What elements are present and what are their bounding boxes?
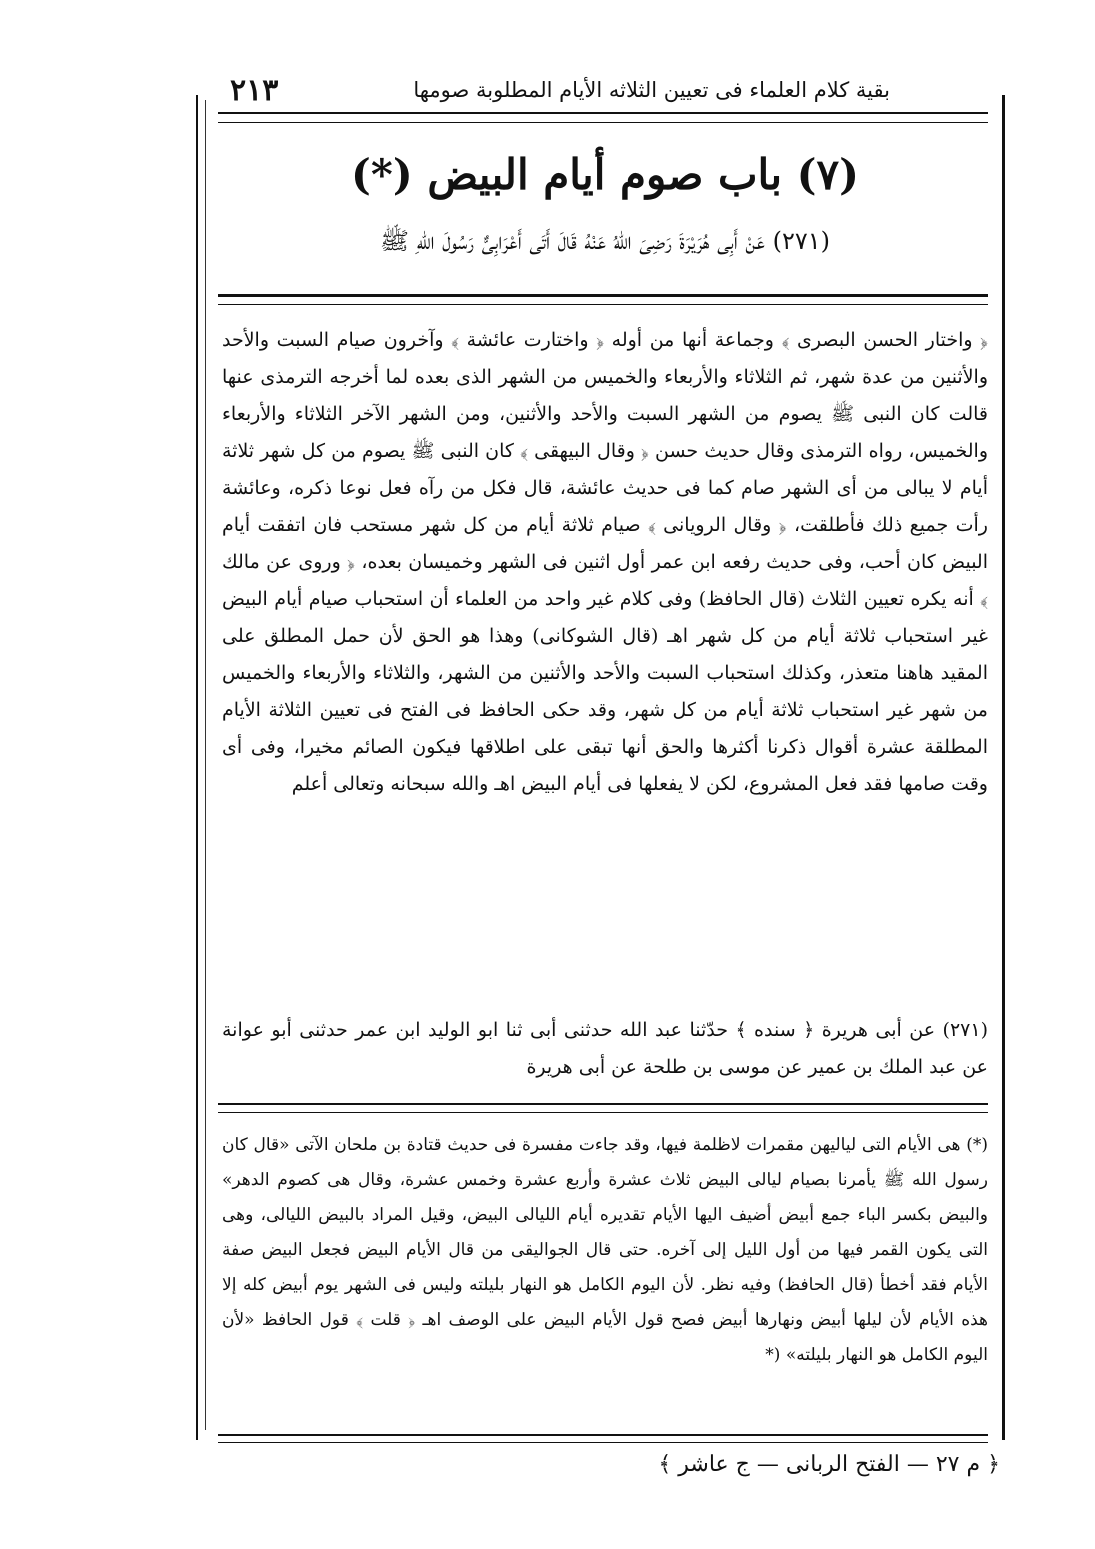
bottom-rule-thin xyxy=(218,1442,988,1443)
bottom-rule xyxy=(218,1434,988,1436)
frame-left-inner-rule xyxy=(205,100,206,1430)
section-divider xyxy=(218,294,988,297)
footnote-section xyxy=(222,1128,988,1373)
header-rule xyxy=(218,112,988,114)
footnote-divider xyxy=(218,1103,988,1105)
signature-line: ﴿ م ٢٧ — الفتح الربانى — ج عاشر ﴾ xyxy=(658,1452,1000,1477)
isnad-text: (٢٧١) عن أبى هريرة ﴿ سنده ﴾ حدّثنا عبد الله حدثنى أبى ثنا ابو الوليد ابن عمر حدثنى أبو عوانة عن عبد الملك بن عمير عن موسى بن طلحة عن أبى هريرة xyxy=(222,1019,988,1078)
frame-left-rule xyxy=(196,95,198,1440)
hadith-heading: (٢٧١) عَنْ أَبِى هُرَيْرَةَ رَضِىَ اللهُ عَنْهُ قَالَ أَتَى أَعْرَابِىٌّ رَسُولَ اللهِ ﷺ xyxy=(379,227,831,255)
header-rule-thin xyxy=(218,122,988,123)
commentary-text: ﴿ واختار الحسن البصرى ﴾ وجماعة أنها من أوله ﴿ واختارت عائشة ﴾ وآخرون صيام السبت والأحد والأثنين من عدة شهر، ثم الثلاثاء والأربعاء والخميس من الشهر الذى بعده لما أخرجه الترمذى عنها قالت كان النبى ﷺ يصوم من الشهر السبت والأحد والأثنين، ومن الشهر الآخر الثلاثاء والأربعاء والخميس، رواه الترمذى وقال حديث حسن ﴿ وقال البيهقى ﴾ كان النبى ﷺ يصوم من كل شهر ثلاثة أيام لا يبالى من أى الشهر صام كما فى حديث عائشة، قال فكل من رآه فعل نوعا ذكره، وعائشة رأت جميع ذلك فأطلقت، ﴿ وقال الرويانى ﴾ صيام ثلاثة أيام من كل شهر مستحب فان اتفقت أيام البيض كان أحب، وفى حديث رفعه ابن عمر أول اثنين فى الشهر وخميسان بعده، ﴿ وروى عن مالك ﴾ أنه يكره تعيين الثلاث (قال الحافظ) وفى كلام غير واحد من العلماء أن استحباب صيام أيام البيض غير استحباب ثلاثة أيام من كل شهر اهـ (قال الشوكانى) وهذا هو الحق لأن حمل المطلق على المقيد هاهنا متعذر، وكذلك استحباب السبت والأحد والأثنين من الشهر، والثلاثاء والأربعاء والخميس من شهر غير استحباب ثلاثة أيام من كل شهر، وقد حكى الحافظ فى الفتح فى تعيين الثلاثة الأيام المطلقة عشرة أقوال ذكرنا أكثرها والحق أنها تبقى على اطلاقها فيكون الصائم مخيرا، وفى أى وقت صامها فقد فعل المشروع، لكن لا يفعلها فى أيام البيض اهـ والله سبحانه وتعالى أعلم xyxy=(222,329,988,795)
frame-right-rule xyxy=(1002,95,1005,1440)
running-title: بقية كلام العلماء فى تعيين الثلاثه الأيام المطلوبة صومها xyxy=(413,78,890,102)
commentary-section xyxy=(222,322,988,803)
chapter-title: (٧) باب صوم أيام البيض (*) xyxy=(351,150,859,199)
page-number: ٢١٣ xyxy=(230,72,279,108)
footnote-text: (*) هى الأيام التى لياليهن مقمرات لاظلمة فيها، وقد جاءت مفسرة فى حديث قتادة بن ملحان الآتى «قال كان رسول الله ﷺ يأمرنا بصيام ليالى البيض ثلاث عشرة وأربع عشرة وخمس عشرة، وقال هى كصوم الدهر» والبيض بكسر الباء جمع أبيض أضيف اليها الأيام تقديره أيام الليالى البيض، وقيل المراد بالبيض الليالى، وهى التى يكون القمر فيها من أول الليل إلى آخره. حتى قال الجواليقى من قال الأيام البيض فجعل البيض صفة الأيام فقد أخطأ (قال الحافظ) وفيه نظر. لأن اليوم الكامل هو النهار بليلته وليس فى الشهر يوم أبيض كله إلا هذه الأيام لأن ليلها أبيض ونهارها أبيض فصح قول الأيام البيض على الوصف اهـ ﴿ قلت ﴾ قول الحافظ «لأن اليوم الكامل هو النهار بليلته» (* xyxy=(222,1135,988,1365)
running-head xyxy=(230,70,890,110)
section-divider-thin xyxy=(218,304,988,305)
isnad-section xyxy=(222,1012,988,1086)
footnote-divider-thin xyxy=(218,1112,988,1113)
